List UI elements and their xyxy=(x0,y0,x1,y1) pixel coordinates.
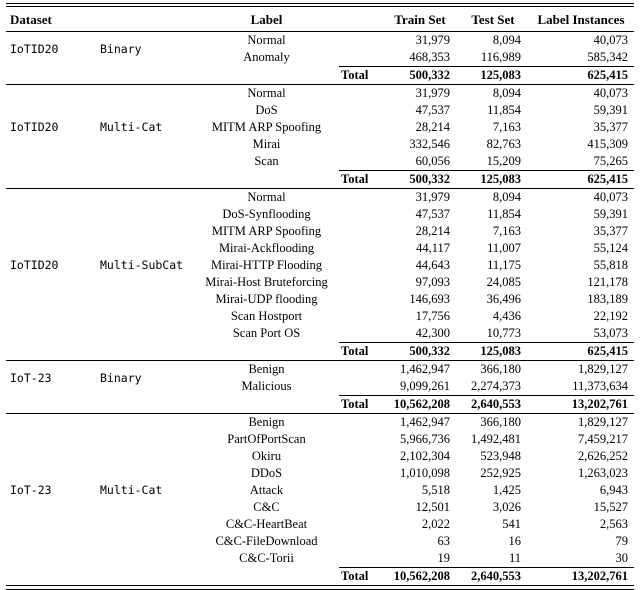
empty-cell xyxy=(6,396,98,414)
total-spacer-cell xyxy=(339,499,382,516)
class-name: Scan xyxy=(254,154,279,169)
label-instances-count: 35,377 xyxy=(593,120,628,134)
label-instances-count: 30 xyxy=(615,551,628,565)
label-instances-count: 59,391 xyxy=(593,207,628,221)
empty-cell xyxy=(98,171,194,189)
total-label: Total xyxy=(339,343,382,361)
class-name: C&C-HeartBeat xyxy=(225,517,308,531)
train-count: 31,979 xyxy=(382,85,458,103)
data-row xyxy=(6,414,634,432)
test-count: 7,163 xyxy=(492,224,521,238)
test-count: 4,436 xyxy=(492,309,521,323)
dataset-name: IoTID20 xyxy=(6,189,98,343)
train-count: 17,756 xyxy=(415,309,450,323)
class-name: DoS xyxy=(255,103,278,117)
label-instances-count: 585,342 xyxy=(587,50,628,64)
data-row xyxy=(6,189,634,207)
header-train-set: Train Set xyxy=(382,7,458,32)
total-spacer-cell xyxy=(339,550,382,568)
total-spacer-cell xyxy=(339,378,382,396)
train-count: 47,537 xyxy=(415,103,450,117)
label-instances-count: 15,527 xyxy=(593,500,628,514)
empty-cell xyxy=(98,67,194,85)
label-instances-count: 40,073 xyxy=(528,85,634,103)
train-count: 1,462,947 xyxy=(382,414,458,432)
train-count: 5,966,736 xyxy=(400,432,450,446)
dataset-name: IoT-23 xyxy=(6,414,98,568)
test-count: 11,007 xyxy=(487,241,521,255)
dataset-name: IoT-23 xyxy=(6,361,98,396)
class-name: Mirai-Host Bruteforcing xyxy=(205,275,328,289)
dataset-name: IoTID20 xyxy=(6,85,98,171)
label-instances-count: 53,073 xyxy=(593,326,628,340)
train-count: 19 xyxy=(437,551,450,565)
test-count: 36,496 xyxy=(486,292,521,306)
label-instances-count: 40,073 xyxy=(593,33,628,47)
train-count: 31,979 xyxy=(382,189,458,207)
class-name: C&C-FileDownload xyxy=(215,534,318,548)
label-instances-count: 7,459,217 xyxy=(578,432,628,446)
total-spacer-cell xyxy=(339,223,382,240)
total-spacer-cell xyxy=(339,291,382,308)
empty-cell xyxy=(194,568,339,586)
test-count: 116,989 xyxy=(480,50,521,64)
total-spacer-cell xyxy=(339,119,382,136)
test-count: 11 xyxy=(508,551,521,565)
test-count: 11,854 xyxy=(487,207,521,221)
total-spacer-cell xyxy=(339,431,382,448)
total-spacer-cell xyxy=(339,189,382,207)
total-test-count: 2,640,553 xyxy=(458,568,528,586)
label-instances-count: 183,189 xyxy=(587,292,628,306)
total-label: Total xyxy=(339,67,382,85)
test-count: 541 xyxy=(502,517,521,531)
empty-cell xyxy=(194,396,339,414)
empty-cell xyxy=(194,67,339,85)
test-count: 11,175 xyxy=(487,258,521,272)
total-spacer-cell xyxy=(339,414,382,432)
test-count: 366,180 xyxy=(458,361,528,379)
label-instances-count: 2,563 xyxy=(599,517,628,531)
test-count: 24,085 xyxy=(486,275,521,289)
class-name: Mirai-Ackflooding xyxy=(218,241,315,255)
total-label: Total xyxy=(339,396,382,414)
empty-cell xyxy=(98,396,194,414)
label-instances-count: 1,829,127 xyxy=(528,361,634,379)
label-instances-count: 415,309 xyxy=(587,137,628,151)
test-count: 82,763 xyxy=(486,137,521,151)
train-count: 97,093 xyxy=(415,275,450,289)
label-instances-count: 6,943 xyxy=(599,483,628,497)
class-name: MITM ARP Spoofing xyxy=(211,120,322,134)
class-name: DoS-Synflooding xyxy=(222,207,311,221)
test-count: 11,854 xyxy=(487,103,521,117)
test-count: 16 xyxy=(508,534,521,548)
label-instances-count: 55,124 xyxy=(593,241,628,255)
train-count: 9,099,261 xyxy=(400,379,450,393)
label-instances-count: 40,073 xyxy=(528,189,634,207)
train-count: 60,056 xyxy=(415,154,450,168)
train-count: 31,979 xyxy=(415,33,450,47)
class-name: Scan Hostport xyxy=(230,309,303,323)
train-count: 468,353 xyxy=(409,50,450,64)
empty-cell xyxy=(6,171,98,189)
header-label: Label xyxy=(194,7,339,32)
label-instances-count: 2,626,252 xyxy=(578,449,628,463)
data-row xyxy=(6,85,634,103)
class-name: MITM ARP Spoofing xyxy=(211,224,322,238)
class-name: Mirai-HTTP Flooding xyxy=(211,258,322,272)
total-label-instances-count: 625,415 xyxy=(528,343,634,361)
label-instances-count: 75,265 xyxy=(593,154,628,168)
total-train-count: 500,332 xyxy=(382,343,458,361)
class-name: PartOfPortScan xyxy=(227,432,306,446)
test-count: 7,163 xyxy=(492,120,521,134)
label-instances-count: 79 xyxy=(615,534,628,548)
train-count: 5,518 xyxy=(421,483,450,497)
class-name: Okiru xyxy=(251,449,282,463)
header-label-instances: Label Instances xyxy=(528,7,634,32)
data-row xyxy=(6,361,634,379)
dataset-statistics-table xyxy=(6,3,634,590)
total-row xyxy=(6,67,634,85)
total-spacer-cell xyxy=(339,533,382,550)
total-spacer-cell xyxy=(339,32,382,50)
label-instances-count: 121,178 xyxy=(587,275,628,289)
test-count: 15,209 xyxy=(486,154,521,168)
class-name: Malicious xyxy=(241,379,292,394)
empty-cell xyxy=(98,568,194,586)
empty-cell xyxy=(194,343,339,361)
total-spacer-cell xyxy=(339,325,382,343)
empty-cell xyxy=(6,343,98,361)
total-spacer-cell xyxy=(339,448,382,465)
total-spacer-cell xyxy=(339,85,382,103)
total-train-count: 10,562,208 xyxy=(382,396,458,414)
test-count: 8,094 xyxy=(492,33,521,47)
test-count: 1,425 xyxy=(492,483,521,497)
train-count: 28,214 xyxy=(415,224,450,238)
total-spacer-cell xyxy=(339,206,382,223)
empty-cell xyxy=(6,568,98,586)
class-name: C&C xyxy=(253,500,280,514)
class-name: Benign xyxy=(194,414,339,432)
total-train-count: 500,332 xyxy=(382,67,458,85)
class-name: Benign xyxy=(194,361,339,379)
total-test-count: 125,083 xyxy=(458,171,528,189)
train-count: 146,693 xyxy=(409,292,450,306)
class-name: DDoS xyxy=(250,466,283,480)
total-spacer-cell xyxy=(339,516,382,533)
train-count: 2,022 xyxy=(421,517,450,531)
label-instances-count: 11,373,634 xyxy=(572,379,628,393)
total-spacer-cell xyxy=(339,482,382,499)
header-dataset: Dataset xyxy=(6,7,98,32)
total-label-instances-count: 13,202,761 xyxy=(528,396,634,414)
total-test-count: 125,083 xyxy=(458,67,528,85)
train-count: 44,643 xyxy=(415,258,450,272)
train-count: 332,546 xyxy=(409,137,450,151)
class-name: Normal xyxy=(194,189,339,207)
test-count: 252,925 xyxy=(480,466,521,480)
label-type: Multi-SubCat xyxy=(98,189,194,343)
test-count: 1,492,481 xyxy=(471,432,521,446)
label-instances-count: 59,391 xyxy=(593,103,628,117)
test-count: 8,094 xyxy=(458,189,528,207)
test-count: 366,180 xyxy=(458,414,528,432)
total-spacer-cell xyxy=(339,465,382,482)
class-name: Mirai-UDP flooding xyxy=(215,292,318,306)
class-name: C&C-Torii xyxy=(239,551,294,566)
total-spacer-cell xyxy=(339,49,382,67)
total-spacer-cell xyxy=(339,240,382,257)
total-row xyxy=(6,171,634,189)
test-count: 10,773 xyxy=(486,326,521,340)
class-name: Anomaly xyxy=(243,50,290,65)
header-labeltype-spacer xyxy=(98,7,194,32)
label-type: Multi-Cat xyxy=(98,85,194,171)
test-count: 3,026 xyxy=(492,500,521,514)
total-label-instances-count: 13,202,761 xyxy=(528,568,634,586)
class-name: Normal xyxy=(194,85,339,103)
train-count: 42,300 xyxy=(415,326,450,340)
label-type: Binary xyxy=(100,41,142,56)
test-count: 2,274,373 xyxy=(471,379,521,393)
train-count: 1,010,098 xyxy=(400,466,450,480)
test-count: 523,948 xyxy=(480,449,521,463)
total-spacer-cell xyxy=(339,257,382,274)
train-count: 44,117 xyxy=(416,241,450,255)
total-spacer-cell xyxy=(339,136,382,153)
total-spacer-cell xyxy=(339,153,382,171)
header-test-set: Test Set xyxy=(458,7,528,32)
label-instances-count: 1,829,127 xyxy=(528,414,634,432)
train-count: 28,214 xyxy=(415,120,450,134)
total-test-count: 2,640,553 xyxy=(458,396,528,414)
total-train-count: 500,332 xyxy=(382,171,458,189)
dataset-name: IoTID20 xyxy=(10,41,59,56)
train-count: 1,462,947 xyxy=(382,361,458,379)
label-instances-count: 22,192 xyxy=(593,309,628,323)
class-name: Mirai xyxy=(252,137,281,151)
total-spacer-cell xyxy=(339,308,382,325)
train-count: 63 xyxy=(437,534,450,548)
empty-cell xyxy=(98,343,194,361)
label-type: Binary xyxy=(98,361,194,396)
test-count: 8,094 xyxy=(458,85,528,103)
bottom-rule-inner xyxy=(6,585,634,586)
label-instances-count: 35,377 xyxy=(593,224,628,238)
top-rule-outer xyxy=(6,3,634,4)
header-total-spacer xyxy=(339,7,382,32)
empty-cell xyxy=(194,171,339,189)
data-row xyxy=(6,32,634,50)
total-label-instances-count: 625,415 xyxy=(528,171,634,189)
class-name: Attack xyxy=(249,483,284,497)
total-row xyxy=(6,568,634,586)
total-row xyxy=(6,343,634,361)
data-table xyxy=(6,7,634,585)
total-row xyxy=(6,396,634,414)
total-spacer-cell xyxy=(339,361,382,379)
label-type: Multi-Cat xyxy=(98,414,194,568)
class-name: Normal xyxy=(247,33,286,47)
total-label-instances-count: 625,415 xyxy=(528,67,634,85)
total-test-count: 125,083 xyxy=(458,343,528,361)
total-train-count: 10,562,208 xyxy=(382,568,458,586)
train-count: 12,501 xyxy=(415,500,450,514)
label-instances-count: 1,263,023 xyxy=(578,466,628,480)
total-label: Total xyxy=(339,171,382,189)
train-count: 2,102,304 xyxy=(400,449,450,463)
total-spacer-cell xyxy=(339,102,382,119)
label-instances-count: 55,818 xyxy=(593,258,628,272)
train-count: 47,537 xyxy=(415,207,450,221)
total-spacer-cell xyxy=(339,274,382,291)
empty-cell xyxy=(6,67,98,85)
header-row xyxy=(6,7,634,32)
total-label: Total xyxy=(339,568,382,586)
class-name: Scan Port OS xyxy=(232,326,301,341)
